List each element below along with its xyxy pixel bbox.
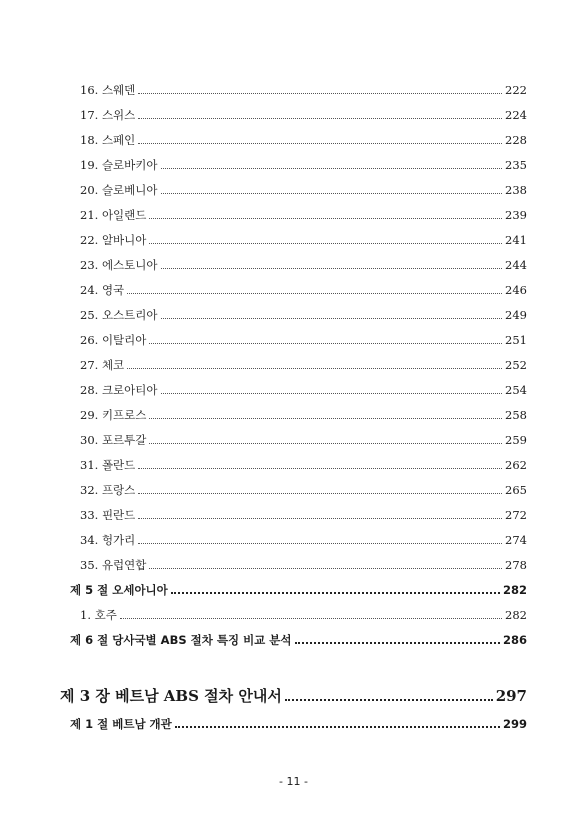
toc-entry-austria (80, 307, 527, 323)
leader-dots (138, 118, 502, 119)
toc-entry-ireland (80, 207, 527, 223)
toc-chapter-label: 제 3 장 베트남 ABS 절차 안내서 (60, 687, 282, 705)
leader-dots (138, 493, 502, 494)
leader-dots (138, 468, 502, 469)
toc-entry-page: 238 (505, 183, 527, 197)
toc-entry-page: 259 (505, 433, 527, 447)
toc-entry-label: 35. 유럽연합 (80, 558, 147, 572)
toc-entry-label: 19. 슬로바키아 (80, 158, 158, 172)
leader-dots (149, 418, 502, 419)
toc-chapter-page: 297 (495, 687, 527, 705)
toc-entry-page: 241 (505, 233, 527, 247)
toc-entry-czech (80, 357, 527, 373)
leader-dots (127, 293, 502, 294)
leader-dots (161, 268, 503, 269)
toc-entry-page: 251 (505, 333, 527, 347)
leader-dots (149, 443, 502, 444)
toc-entry-page: 244 (505, 258, 527, 272)
toc-entry-estonia (80, 257, 527, 273)
toc-entry-label: 21. 아일랜드 (80, 208, 147, 222)
leader-dots (161, 168, 503, 169)
toc-entry-italy (80, 332, 527, 348)
toc-section-oceania (70, 582, 527, 598)
toc-entry-sweden (80, 82, 527, 98)
toc-entry-page: 235 (505, 158, 527, 172)
toc-entry-label: 22. 알바니아 (80, 233, 147, 247)
toc-section-page: 299 (502, 717, 527, 731)
leader-dots (149, 568, 502, 569)
leader-dots (138, 143, 502, 144)
toc-entry-page: 249 (505, 308, 527, 322)
toc-entry-label: 24. 영국 (80, 283, 125, 297)
toc-entry-finland (80, 507, 527, 523)
leader-dots (171, 592, 500, 594)
toc-entry-page: 282 (505, 608, 527, 622)
toc-entry-label: 18. 스페인 (80, 133, 136, 147)
toc-entry-uk (80, 282, 527, 298)
toc-entry-hungary (80, 532, 527, 548)
toc-chapter-vietnam (60, 685, 527, 706)
leader-dots (149, 218, 502, 219)
toc-section-page: 282 (502, 583, 527, 597)
leader-dots (161, 193, 503, 194)
toc-entry-label: 27. 체코 (80, 358, 125, 372)
toc-entry-label: 25. 오스트리아 (80, 308, 158, 322)
leader-dots (138, 543, 502, 544)
toc-entry-page: 254 (505, 383, 527, 397)
toc-entry-page: 246 (505, 283, 527, 297)
toc-section-label: 제 5 절 오세아니아 (70, 583, 168, 597)
toc-entry-label: 32. 프랑스 (80, 483, 136, 497)
toc-entry-page: 224 (505, 108, 527, 122)
toc-entry-label: 17. 스위스 (80, 108, 136, 122)
toc-section-page: 286 (502, 633, 527, 647)
leader-dots (175, 726, 500, 728)
toc-entry-label: 31. 폴란드 (80, 458, 136, 472)
toc-entry-label: 30. 포르투갈 (80, 433, 147, 447)
toc-entry-label: 23. 에스토니아 (80, 258, 158, 272)
toc-entry-poland (80, 457, 527, 473)
toc-section-comparison (70, 632, 527, 648)
toc-entry-page: 274 (505, 533, 527, 547)
toc-entry-australia (80, 607, 527, 623)
toc-entry-albania (80, 232, 527, 248)
leader-dots (138, 518, 502, 519)
leader-dots (161, 393, 503, 394)
toc-entry-croatia (80, 382, 527, 398)
toc-section-vietnam-overview (70, 716, 527, 732)
toc-entry-page: 278 (505, 558, 527, 572)
leader-dots (149, 343, 502, 344)
leader-dots (285, 699, 493, 701)
toc-entry-page: 222 (505, 83, 527, 97)
leader-dots (138, 93, 502, 94)
leader-dots (149, 243, 502, 244)
leader-dots (120, 618, 502, 619)
toc-entry-label: 29. 키프로스 (80, 408, 147, 422)
leader-dots (295, 642, 500, 644)
toc-entry-page: 258 (505, 408, 527, 422)
leader-dots (161, 318, 503, 319)
page-number: - 11 - (279, 775, 308, 788)
toc-entry-label: 28. 크로아티아 (80, 383, 158, 397)
toc-entry-label: 20. 슬로베니아 (80, 183, 158, 197)
toc-entry-label: 33. 핀란드 (80, 508, 136, 522)
toc-entry-label: 34. 헝가리 (80, 533, 136, 547)
toc-entry-portugal (80, 432, 527, 448)
toc-entry-page: 262 (505, 458, 527, 472)
toc-entry-page: 265 (505, 483, 527, 497)
toc-section-label: 제 6 절 당사국별 ABS 절차 특징 비교 분석 (70, 633, 292, 647)
toc-entry-slovakia (80, 157, 527, 173)
toc-entry-page: 272 (505, 508, 527, 522)
toc-entry-slovenia (80, 182, 527, 198)
toc-entry-label: 1. 호주 (80, 608, 117, 622)
leader-dots (127, 368, 502, 369)
toc-entry-page: 228 (505, 133, 527, 147)
toc-entry-cyprus (80, 407, 527, 423)
toc-entry-label: 16. 스웨덴 (80, 83, 136, 97)
toc-entry-label: 26. 이탈리아 (80, 333, 147, 347)
toc-entry-france (80, 482, 527, 498)
toc-entry-eu (80, 557, 527, 573)
toc-entry-page: 252 (505, 358, 527, 372)
toc-section-label: 제 1 절 베트남 개관 (70, 717, 172, 731)
toc-entry-switzerland (80, 107, 527, 123)
toc-entry-page: 239 (505, 208, 527, 222)
toc-entry-spain (80, 132, 527, 148)
